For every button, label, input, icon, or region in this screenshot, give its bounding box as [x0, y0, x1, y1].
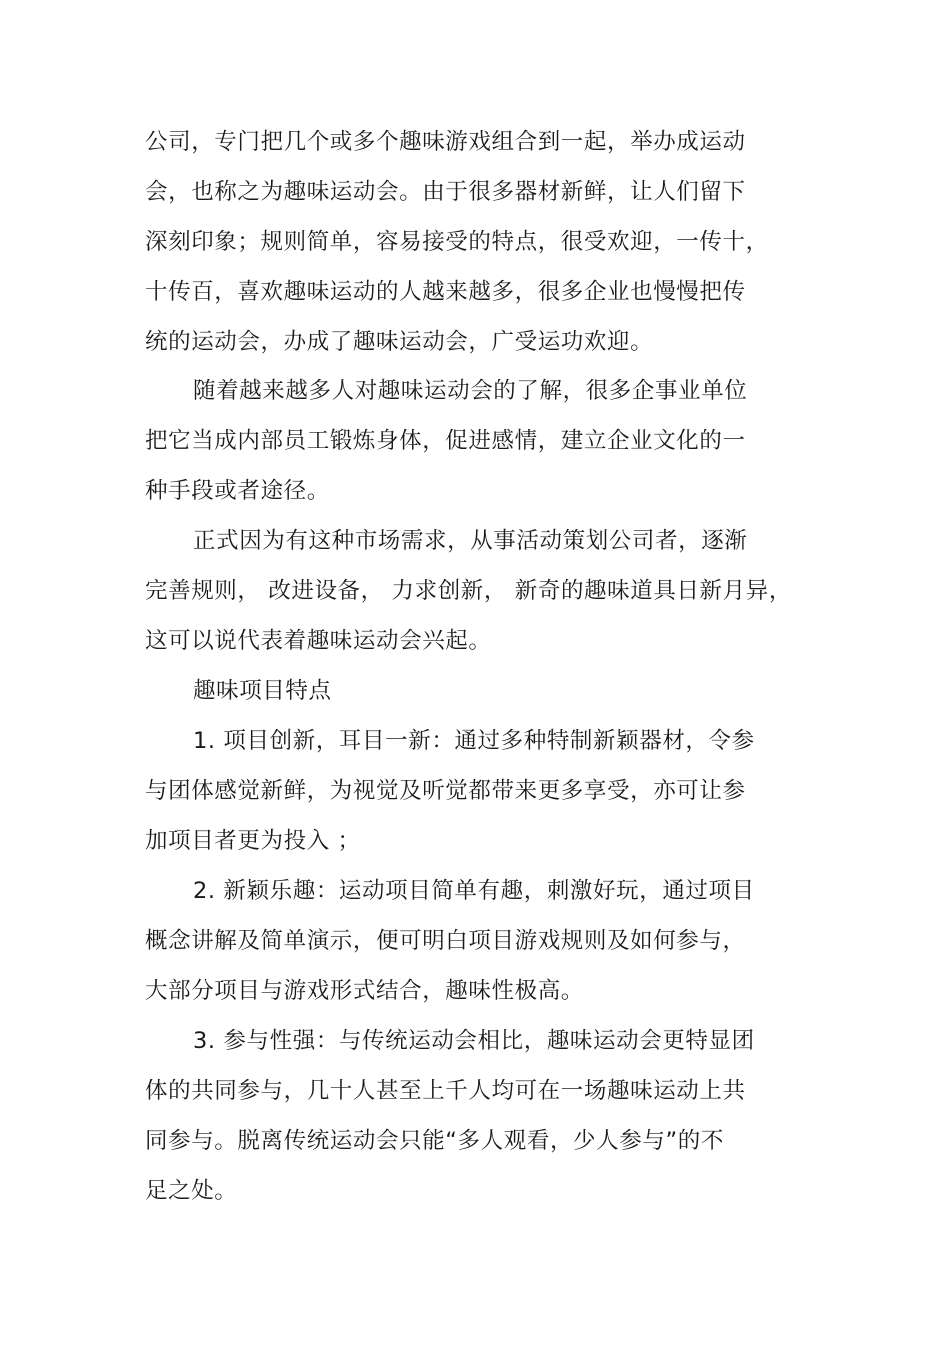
text-line: 完善规则， 改进设备， 力求创新， 新奇的趣味道具日新月异，	[145, 578, 792, 604]
text-line: 概念讲解及简单演示，便可明白项目游戏规则及如何参与，	[145, 928, 746, 954]
text-line: 公司，专门把几个或多个趣味游戏组合到一起，举办成运动	[145, 129, 746, 155]
text-line: 大部分项目与游戏形式结合，趣味性极高。	[145, 978, 584, 1004]
text-line: 深刻印象；规则简单，容易接受的特点，很受欢迎，一传十，	[145, 229, 769, 255]
text-line: 同参与。脱离传统运动会只能“多人观看，少人参与”的不	[145, 1128, 724, 1154]
text-line: 加项目者更为投入 ；	[145, 828, 361, 854]
text-line: 正式因为有这种市场需求，从事活动策划公司者，逐渐	[193, 528, 748, 554]
text-line: 统的运动会，办成了趣味运动会，广受运功欢迎。	[145, 329, 654, 355]
text-line: 1. 项目创新，耳目一新：通过多种特制新颖器材，令参	[193, 728, 755, 754]
text-line: 这可以说代表着趣味运动会兴起。	[145, 628, 492, 654]
text-line: 足之处。	[145, 1178, 238, 1204]
text-line: 2. 新颖乐趣：运动项目简单有趣，刺激好玩，通过项目	[193, 878, 755, 904]
text-line: 把它当成内部员工锻炼身体，促进感情，建立企业文化的一	[145, 428, 746, 454]
section-heading: 趣味项目特点	[193, 678, 332, 704]
text-line: 与团体感觉新鲜，为视觉及听觉都带来更多享受，亦可让参	[145, 778, 746, 804]
text-line: 3. 参与性强：与传统运动会相比，趣味运动会更特显团	[193, 1028, 755, 1054]
text-line: 随着越来越多人对趣味运动会的了解，很多企事业单位	[193, 378, 748, 404]
text-line: 种手段或者途径。	[145, 478, 330, 504]
text-line: 十传百，喜欢趣味运动的人越来越多，很多企业也慢慢把传	[145, 279, 746, 305]
text-line: 体的共同参与，几十人甚至上千人均可在一场趣味运动上共	[145, 1078, 746, 1104]
text-line: 会，也称之为趣味运动会。由于很多器材新鲜，让人们留下	[145, 179, 746, 205]
